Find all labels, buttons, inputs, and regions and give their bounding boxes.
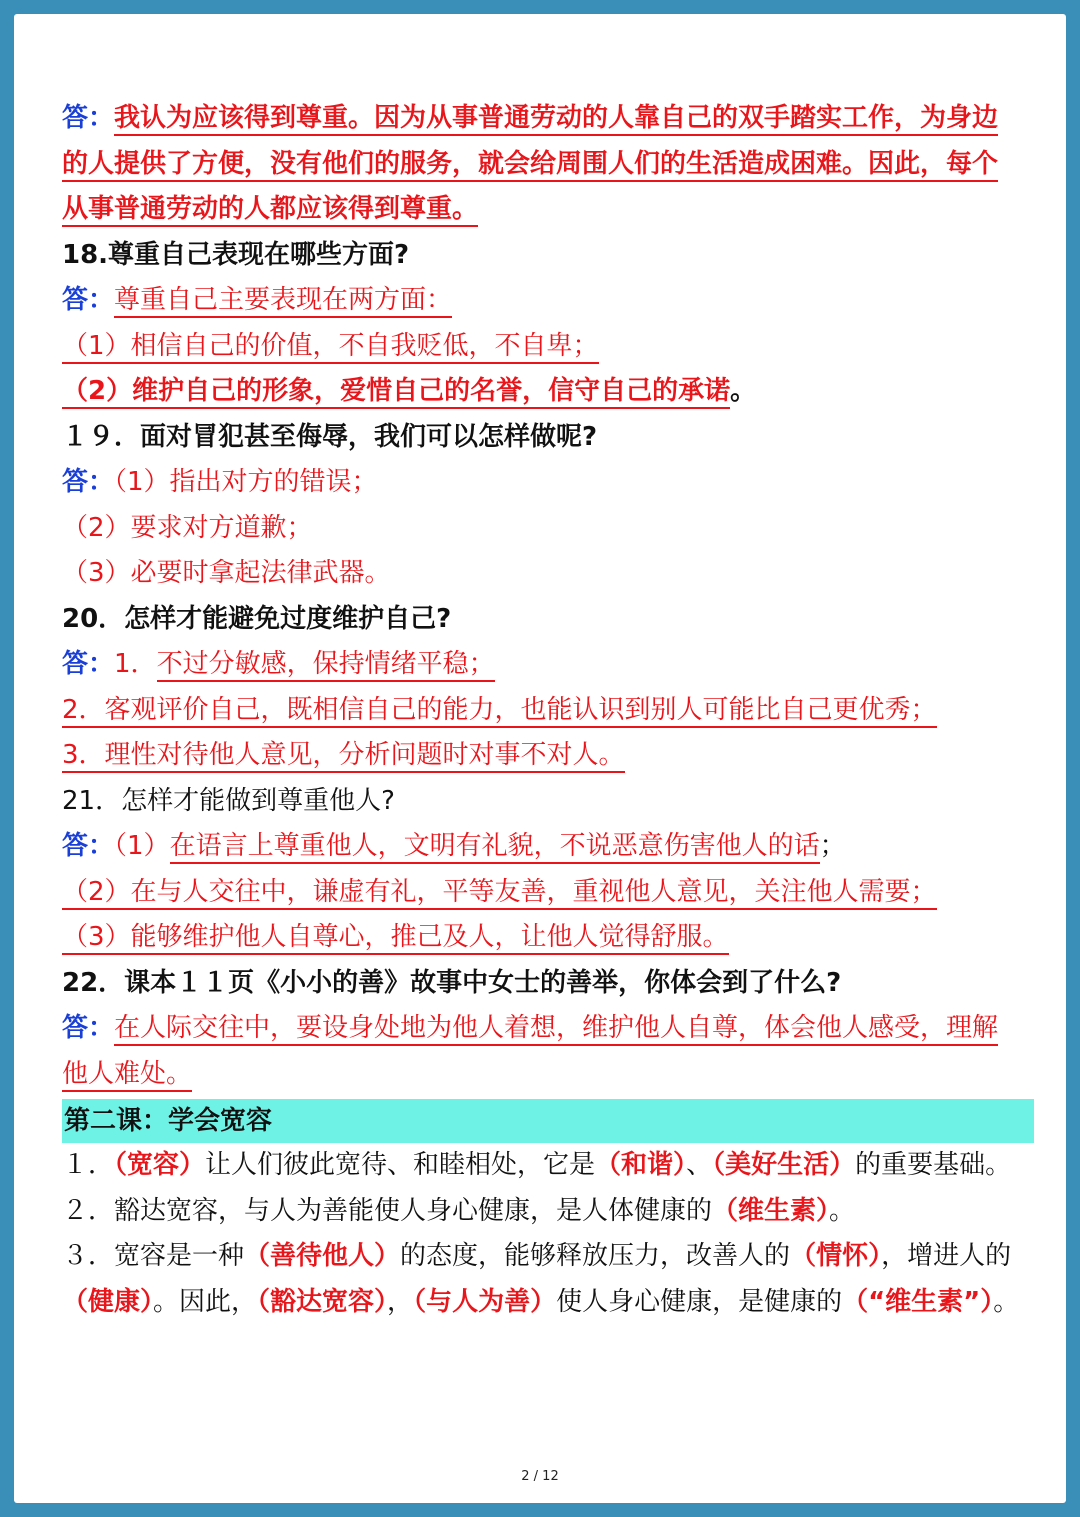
keyword: （宽容）	[114, 1150, 206, 1180]
answer-18-item-2	[62, 369, 1034, 415]
answer-20-item-1	[62, 642, 1034, 688]
answer-18-item-1	[62, 324, 1034, 370]
item-text: ，	[387, 1286, 414, 1317]
answer-text: 从事普通劳动的人都应该得到尊重。	[62, 194, 478, 227]
answer-text: （1）指出对方的错误；	[114, 467, 378, 497]
answer-number: （1）	[114, 831, 170, 861]
item-text: 宽容是一种	[114, 1241, 245, 1271]
question-21: 21．怎样才能做到尊重他人?	[62, 785, 395, 816]
question-20: 20．怎样才能避免过度维护自己?	[62, 603, 452, 634]
keyword: （善待他人）	[244, 1241, 401, 1271]
question-19: １９．面对冒犯甚至侮辱，我们可以怎样做呢?	[62, 421, 598, 452]
answer-text: （2）维护自己的形象，爱惜自己的名誉，信守自己的承诺	[62, 376, 730, 409]
answer-label: 答：	[62, 467, 115, 497]
answer-21-item-1	[62, 824, 1034, 870]
answer-22-line-1	[62, 1006, 1034, 1052]
answer-17-line-2	[62, 142, 1034, 188]
item-text: 。	[993, 1286, 1020, 1317]
answer-text: （3）能够维护他人自尊心，推己及人，让他人觉得舒服。	[62, 922, 729, 955]
answer-text: 尊重自己主要表现在两方面：	[114, 285, 452, 318]
answer-20-item-2	[62, 688, 1034, 734]
document-page	[14, 14, 1066, 1503]
keyword: （与人为善）	[413, 1286, 557, 1317]
keyword: （“维生素”）	[842, 1286, 994, 1317]
section-heading: 第二课：学会宽容	[62, 1099, 1034, 1143]
list-item	[62, 1189, 1034, 1235]
item-text: 、	[686, 1150, 713, 1180]
answer-text: 在语言上尊重他人，文明有礼貌，不说恶意伤害他人的话	[170, 831, 820, 864]
answer-text: 他人难处。	[62, 1059, 192, 1092]
answer-text: 在人际交往中，要设身处地为他人着想，维护他人自尊，体会他人感受，理解	[114, 1013, 998, 1046]
answer-text: 不过分敏感，保持情绪平稳；	[157, 649, 495, 682]
item-text: 的重要基础。	[855, 1150, 1012, 1180]
answer-19-item-1	[62, 460, 1034, 506]
list-item	[62, 1143, 1034, 1189]
answer-end-mark: 。	[730, 376, 757, 406]
item-text: 使人身心健康，是健康的	[556, 1286, 843, 1317]
list-item	[62, 1234, 1034, 1325]
item-text: 。	[829, 1195, 856, 1226]
keyword: （和谐）	[595, 1150, 687, 1180]
item-text: 。因此，	[153, 1286, 258, 1317]
item-number: ２．	[62, 1195, 115, 1226]
answer-text: （3）必要时拿起法律武器。	[62, 558, 391, 588]
item-text: ，增进人的	[881, 1241, 1012, 1271]
answer-end-mark: ；	[819, 831, 846, 861]
answer-label: 答：	[62, 1013, 115, 1043]
answer-label: 答：	[62, 831, 115, 861]
answer-22-line-2	[62, 1052, 1034, 1098]
answer-text: （1）相信自己的价值，不自我贬低，不自卑；	[62, 331, 599, 364]
answer-text: 3．理性对待他人意见，分析问题时对事不对人。	[62, 740, 625, 773]
answer-18-intro	[62, 278, 1034, 324]
keyword: （健康）	[62, 1286, 154, 1317]
item-number: ３．	[62, 1241, 115, 1271]
answer-label: 答：	[62, 649, 115, 679]
answer-20-item-3	[62, 733, 1034, 779]
answer-text: （2）要求对方道歉；	[62, 512, 313, 543]
answer-number: 1．	[114, 649, 157, 679]
answer-text: 2．客观评价自己，既相信自己的能力，也能认识到别人可能比自己更优秀；	[62, 695, 937, 728]
keyword: （情怀）	[790, 1241, 882, 1271]
answer-19-item-2	[62, 506, 1034, 552]
item-text: 让人们彼此宽待、和睦相处，它是	[205, 1150, 596, 1180]
answer-21-item-2	[62, 870, 1034, 916]
answer-label: 答：	[62, 103, 115, 133]
page-number: 2 / 12	[521, 1469, 559, 1484]
page-content	[62, 96, 1034, 1325]
answer-text: 我认为应该得到尊重。因为从事普通劳动的人靠自己的双手踏实工作，为身边	[114, 103, 998, 136]
keyword: （维生素）	[712, 1195, 830, 1226]
item-number: １．	[62, 1150, 115, 1180]
keyword: （美好生活）	[712, 1150, 856, 1180]
answer-text: （2）在与人交往中，谦虚有礼，平等友善，重视他人意见，关注他人需要；	[62, 877, 937, 910]
answer-text: 的人提供了方便，没有他们的服务，就会给周围人们的生活造成困难。因此，每个	[62, 149, 998, 182]
answer-17-line-1	[62, 96, 1034, 142]
answer-21-item-3	[62, 915, 1034, 961]
item-text: 的态度，能够释放压力，改善人的	[400, 1241, 791, 1271]
item-text: 豁达宽容，与人为善能使人身心健康，是人体健康的	[114, 1195, 713, 1226]
question-18: 18.尊重自己表现在哪些方面?	[62, 239, 410, 270]
keyword: （豁达宽容）	[257, 1286, 388, 1317]
answer-19-item-3	[62, 551, 1034, 597]
answer-17-line-3	[62, 187, 1034, 233]
answer-label: 答：	[62, 285, 115, 315]
question-22: 22．课本１１页《小小的善》故事中女士的善举，你体会到了什么?	[62, 967, 842, 998]
